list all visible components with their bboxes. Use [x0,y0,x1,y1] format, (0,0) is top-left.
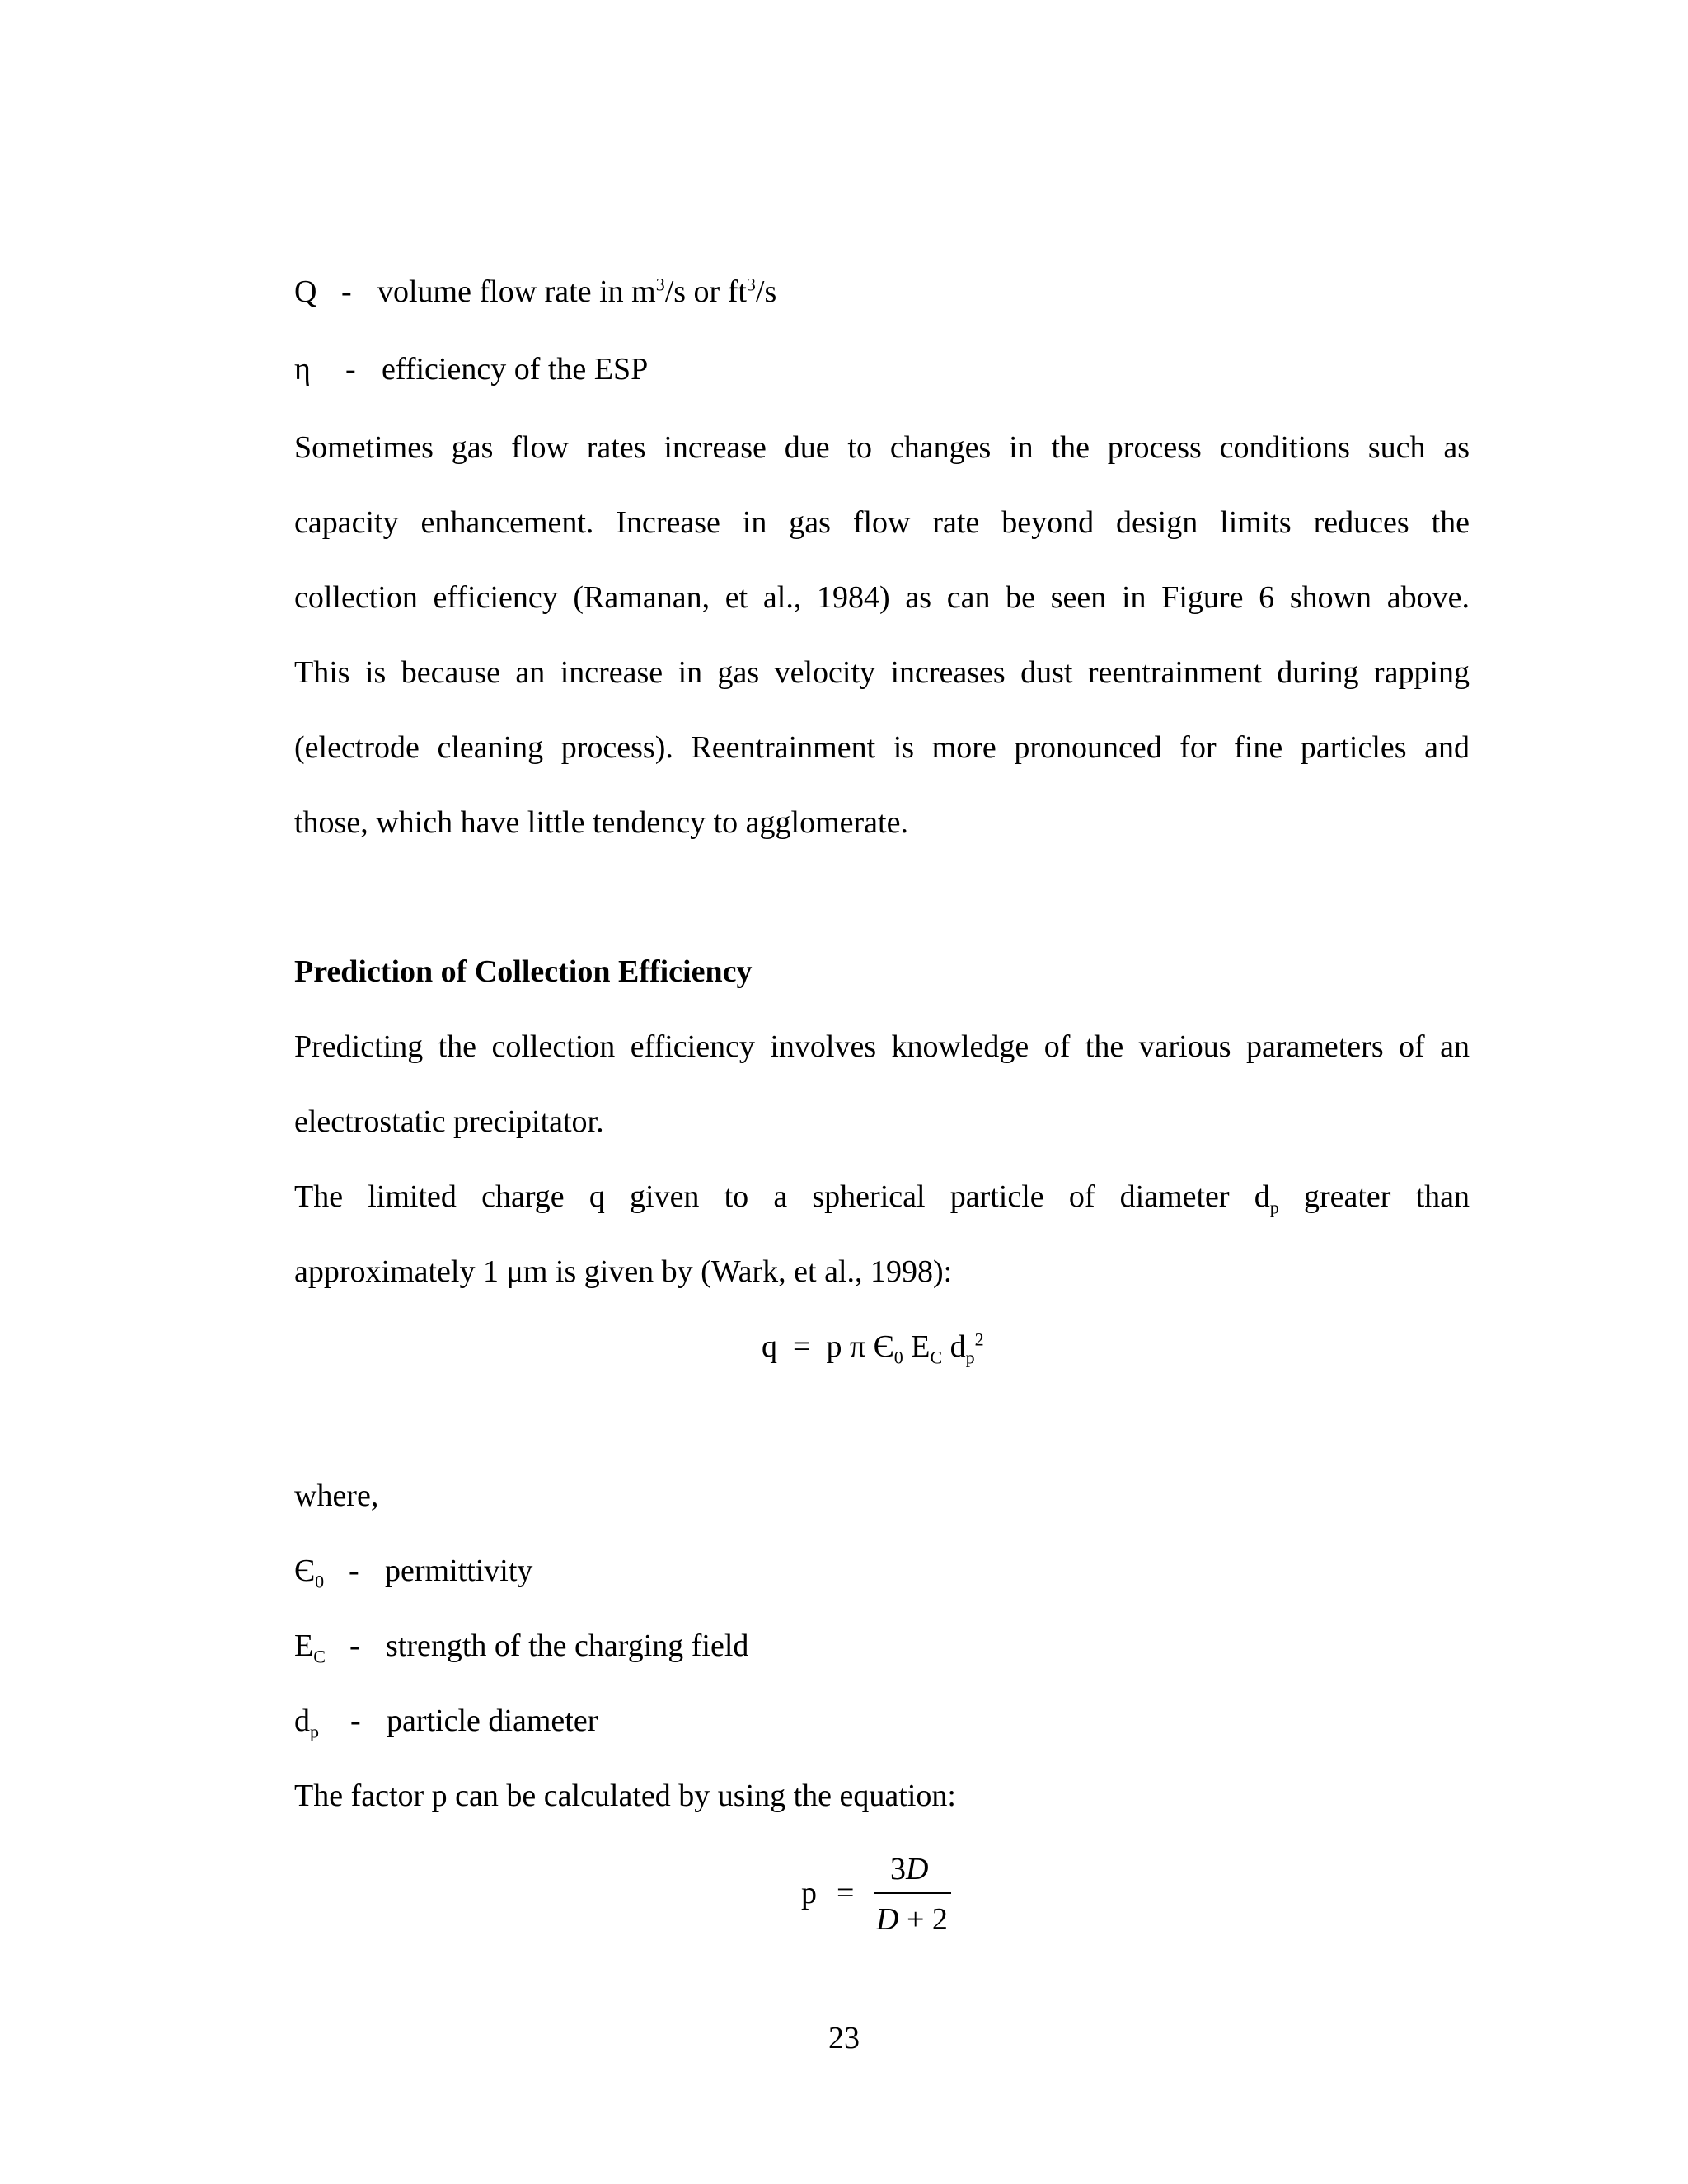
equation-charge: q = p π $Є_0$ $E_C$ $d_p^2$ [762,1329,984,1368]
paragraph-line: This is because an increase in gas velocity increases dust reentrainment during rapping [294,655,1470,690]
paragraph-line: collection efficiency (Ramanan, et al., 1984) as can be seen in Figure 6 shown above. [294,580,1470,615]
paragraph-line: Predicting the collection efficiency involves knowledge of the various parameters of an [294,1029,1470,1064]
definition-text: strength of the charging field [386,1629,749,1663]
paragraph-line: (electrode cleaning process). Reentrainment is more pronounced for fine particles and [294,730,1470,765]
paragraph-line: The limited charge q given to a spherical particle of diameter $d_p$ greater than [294,1179,1470,1218]
page-number: 23 [828,2021,860,2055]
equation-equals: = [837,1876,855,1910]
section-heading: Prediction of Collection Efficiency [294,954,753,989]
definition-text: permittivity [385,1554,533,1588]
definition-dash: - [349,1629,360,1663]
paragraph-line: those, which have little tendency to agglomerate. [294,805,908,840]
definition-symbol: η [294,352,311,387]
definition-text: efficiency of the ESP [382,352,649,387]
fraction-numerator: 3D [890,1852,929,1886]
fraction-denominator: D + 2 [876,1902,948,1937]
paragraph-line: Sometimes gas flow rates increase due to changes in the process conditions such as [294,430,1470,465]
definition-dash: - [350,1704,361,1738]
fraction-bar [874,1892,951,1894]
definition-dash: - [341,274,352,309]
definition-symbol: Q [294,274,317,309]
equation-lhs: p [801,1876,817,1910]
definition-symbol: $Є_0$ [294,1554,325,1592]
paragraph-line: electrostatic precipitator. [294,1104,604,1139]
definition-dash: - [345,352,356,387]
definition-text: particle diameter [387,1704,598,1738]
definition-symbol: $E_C$ [294,1629,326,1667]
definition-symbol: $d_p$ [294,1704,319,1742]
paragraph-line: capacity enhancement. Increase in gas flow rate beyond design limits reduces the [294,505,1470,540]
definition-dash: - [349,1554,359,1588]
paragraph-line: approximately 1 μm is given by (Wark, et al., 1998): [294,1254,953,1289]
factor-sentence: The factor p can be calculated by using the equation: [294,1779,956,1813]
where-label: where, [294,1479,379,1513]
definition-text: volume flow rate in $m^3/s$ or $ft^3/s$ [377,274,777,309]
